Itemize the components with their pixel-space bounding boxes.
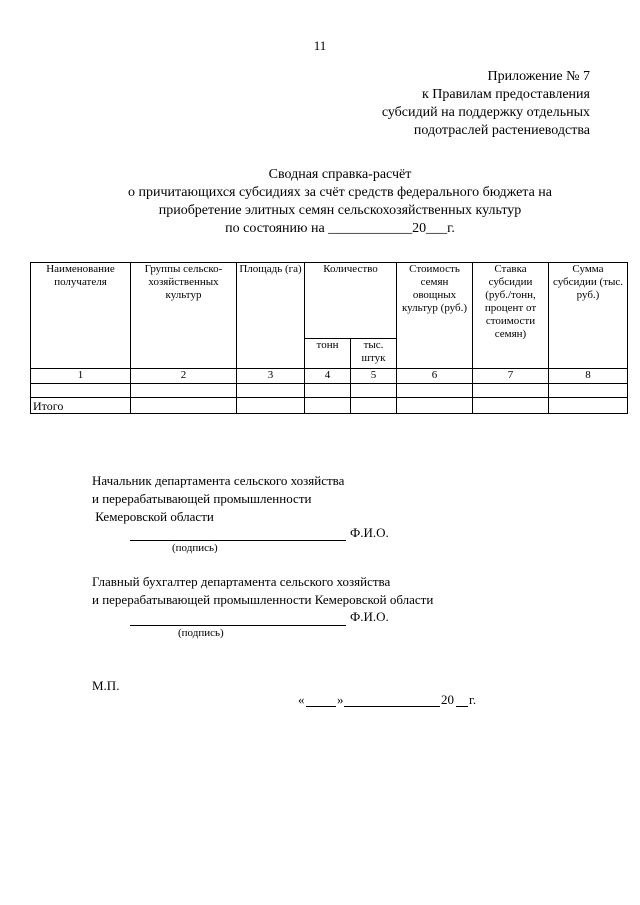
header-sum: Сумма субсидии (тыс. руб.) bbox=[549, 263, 628, 369]
accountant-name-placeholder: Ф.И.О. bbox=[350, 609, 389, 624]
stamp-place: М.П. bbox=[92, 678, 120, 693]
total-label: Итого bbox=[31, 398, 131, 414]
date-year-suffix: г. bbox=[469, 692, 477, 707]
header-cost: Стоимость семян овощных культур (руб.) bbox=[397, 263, 473, 369]
accountant-signature-block bbox=[92, 573, 433, 609]
table-cell bbox=[31, 384, 131, 398]
header-area: Площадь (га) bbox=[237, 263, 305, 369]
date-year-prefix: 20 bbox=[441, 692, 454, 707]
page-number: 11 bbox=[313, 38, 327, 53]
appendix-note bbox=[330, 68, 590, 140]
column-number: 7 bbox=[473, 369, 549, 384]
table-cell bbox=[351, 384, 397, 398]
column-number: 8 bbox=[549, 369, 628, 384]
header-tons: тонн bbox=[305, 339, 351, 369]
table-cell bbox=[397, 398, 473, 414]
column-number: 6 bbox=[397, 369, 473, 384]
header-crop-groups: Группы сельско-хозяйственных культур bbox=[131, 263, 237, 369]
table-cell bbox=[237, 398, 305, 414]
table-cell bbox=[397, 384, 473, 398]
document-title bbox=[60, 166, 620, 238]
accountant-signature-caption: (подпись) bbox=[178, 627, 224, 639]
table-cell bbox=[237, 384, 305, 398]
head-signature-caption: (подпись) bbox=[172, 542, 218, 554]
table-cell bbox=[549, 398, 628, 414]
column-number: 5 bbox=[351, 369, 397, 384]
title-line: по состоянию на ____________20___г. bbox=[225, 221, 455, 236]
title-line: приобретение элитных семян сельскохозяйственных культур bbox=[158, 203, 522, 218]
subsidy-table bbox=[30, 262, 628, 414]
head-signature-line bbox=[130, 540, 346, 541]
appendix-line: к Правилам предоставления bbox=[421, 87, 590, 102]
appendix-line: субсидий на поддержку отдельных bbox=[381, 105, 590, 120]
header-quantity: Количество bbox=[305, 263, 397, 339]
appendix-line: подотраслей растениеводства bbox=[413, 123, 590, 138]
table-cell bbox=[473, 384, 549, 398]
table-cell bbox=[131, 398, 237, 414]
table-cell bbox=[549, 384, 628, 398]
date-month-line bbox=[344, 706, 440, 707]
header-recipient: Наименование получателя bbox=[31, 263, 131, 369]
table-cell bbox=[131, 384, 237, 398]
table-cell bbox=[351, 398, 397, 414]
accountant-title-line: и перерабатывающей промышленности Кемеровской области bbox=[92, 592, 434, 607]
head-title-line: и перерабатывающей промышленности bbox=[92, 491, 312, 506]
table-cell bbox=[305, 398, 351, 414]
column-number: 4 bbox=[305, 369, 351, 384]
head-title-line: Кемеровской области bbox=[92, 509, 214, 524]
date-day-line bbox=[306, 706, 336, 707]
table-row bbox=[31, 384, 628, 398]
table-cell bbox=[473, 398, 549, 414]
table-cell bbox=[305, 384, 351, 398]
header-thousand-pcs: тыс. штук bbox=[351, 339, 397, 369]
header-rate: Ставка субсидии (руб./тонн, процент от стоимости семян) bbox=[473, 263, 549, 369]
head-name-placeholder: Ф.И.О. bbox=[350, 525, 389, 540]
date-open-quote: « bbox=[298, 692, 305, 707]
date-close-quote: » bbox=[337, 692, 344, 707]
date-year-line bbox=[456, 706, 468, 707]
accountant-title-line: Главный бухгалтер департамента сельского хозяйства bbox=[92, 574, 391, 589]
column-number: 2 bbox=[131, 369, 237, 384]
head-title-line: Начальник департамента сельского хозяйства bbox=[92, 473, 345, 488]
appendix-line: Приложение № 7 bbox=[487, 69, 590, 84]
head-signature-block bbox=[92, 472, 344, 526]
accountant-signature-line bbox=[130, 625, 346, 626]
title-line: о причитающихся субсидиях за счёт средств федерального бюджета на bbox=[127, 185, 553, 200]
column-number: 3 bbox=[237, 369, 305, 384]
column-number: 1 bbox=[31, 369, 131, 384]
total-row bbox=[31, 398, 628, 414]
title-line: Сводная справка-расчёт bbox=[268, 167, 412, 182]
